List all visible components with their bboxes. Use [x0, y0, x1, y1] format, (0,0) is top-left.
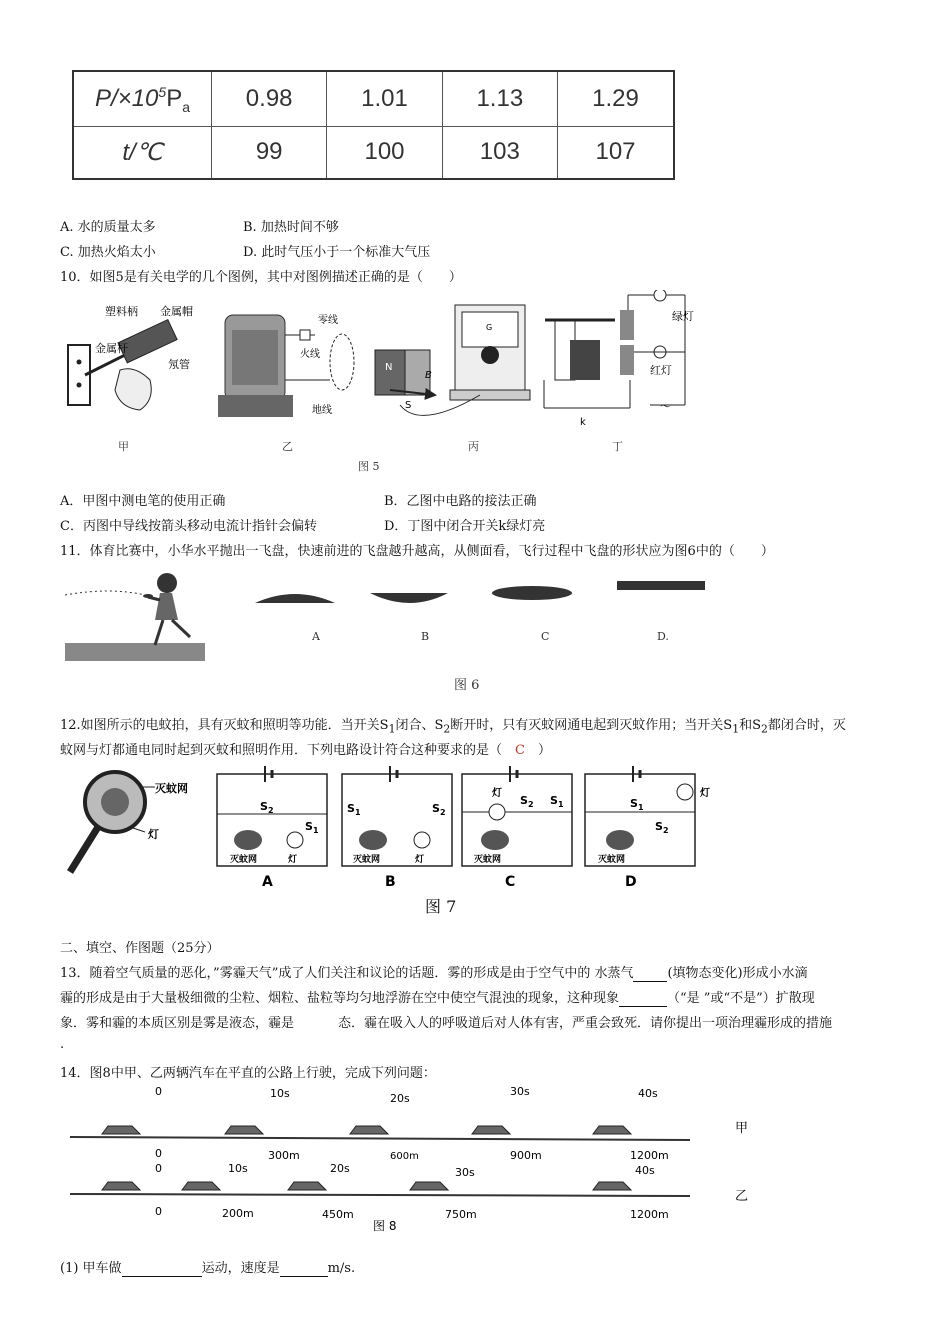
- blank-field[interactable]: [280, 1261, 328, 1277]
- svg-text:G: G: [486, 323, 493, 332]
- svg-text:1: 1: [558, 800, 564, 809]
- galvanometer-illustration: [375, 305, 530, 415]
- girl-throwing-illustration: [65, 573, 205, 661]
- svg-text:金属杆: 金属杆: [95, 342, 128, 355]
- q13-line4: .: [60, 1037, 65, 1052]
- svg-text:S: S: [550, 794, 558, 807]
- q14-sub1: (1) 甲车做 运动，速度是 m/s.: [60, 1261, 356, 1276]
- jia-dist-2: 600m: [390, 1151, 419, 1162]
- svg-text:灯: 灯: [288, 855, 298, 865]
- svg-text:k: k: [580, 417, 586, 428]
- yi-dist-4: 1200m: [630, 1208, 669, 1221]
- svg-text:～: ～: [660, 400, 671, 413]
- q12-choice-a: A: [262, 874, 273, 890]
- figure-5-caption: 图 5: [358, 460, 380, 473]
- q9-option-d: D. 此时气压小于一个标准大气压: [243, 245, 431, 260]
- figure-8: [60, 1082, 780, 1232]
- mosquito-racket-illustration: [70, 772, 188, 872]
- q13-line1: 13．随着空气质量的恶化，”雾霾天气”成了人们关注和议论的话题．雾的形成是由于空气中的 水蒸气 (填物态变化)形成小水滴: [60, 966, 808, 981]
- svg-text:红灯: 红灯: [650, 364, 672, 377]
- yi-dist-0: 0: [155, 1205, 162, 1218]
- jia-dist-1: 300m: [268, 1149, 300, 1162]
- svg-text:S: S: [305, 820, 313, 833]
- svg-text:灭蚊网: 灭蚊网: [598, 855, 626, 865]
- table-cell: 1.29: [557, 71, 674, 126]
- disc-shape-c: [492, 586, 572, 600]
- table-cell: 1.13: [442, 71, 557, 126]
- svg-text:火线: 火线: [300, 349, 320, 360]
- yi-label: 乙: [735, 1189, 749, 1204]
- section-2-heading: 二、填空、作图题（25分）: [60, 941, 220, 956]
- svg-text:氖管: 氖管: [168, 358, 190, 371]
- q12-stem-line1: 12.如图所示的电蚊拍，具有灭蚊和照明等功能．当开关$S_1$闭合、$S_2$断开时，只有灭蚊网通电起到灭蚊作用；当开关$S_1$和$S_2$都闭合时，灭: [60, 718, 846, 736]
- yi-time-4: 40s: [635, 1164, 655, 1177]
- jia-time-4: 40s: [638, 1087, 658, 1100]
- svg-text:塑料柄: 塑料柄: [105, 305, 138, 318]
- svg-text:S: S: [260, 800, 268, 813]
- blank-field[interactable]: [294, 1016, 338, 1031]
- table-cell: 103: [442, 126, 557, 179]
- q12-answer: C: [515, 743, 525, 758]
- svg-text:零线: 零线: [318, 315, 338, 326]
- circuit-c: [462, 766, 572, 866]
- q10-option-d: D．丁图中闭合开关k绿灯亮: [384, 519, 546, 534]
- q11-choice-a: A: [312, 630, 320, 643]
- q13-line3: 象．雾和霾的本质区别是雾是液态，霾是 态．霾在吸入人的呼吸道后对人体有害，严重会致死．请你提出一项治理霾形成的措施: [60, 1016, 833, 1031]
- panel-label-jia: 甲: [118, 440, 129, 453]
- svg-text:灭蚊网: 灭蚊网: [155, 782, 188, 795]
- svg-text:N: N: [385, 362, 393, 373]
- q12-stem-line2: 蚊网与灯都通电同时起到灭蚊和照明作用．下列电路设计符合这种要求的是（ C ）: [60, 743, 552, 758]
- yi-dist-3: 750m: [445, 1208, 477, 1221]
- q12-choice-c: C: [505, 874, 516, 890]
- svg-text:2: 2: [440, 808, 446, 817]
- blank-field[interactable]: [619, 991, 667, 1007]
- figure-6: [60, 565, 720, 665]
- jia-time-0: 0: [155, 1085, 162, 1098]
- disc-shape-a: [255, 594, 335, 603]
- jia-dist-3: 900m: [510, 1149, 542, 1162]
- svg-text:金属帽: 金属帽: [160, 305, 193, 318]
- svg-text:1: 1: [355, 808, 361, 817]
- q9-option-b: B. 加热时间不够: [243, 220, 339, 235]
- jia-label: 甲: [735, 1121, 749, 1136]
- disc-shape-d: [617, 581, 705, 590]
- q12-choice-d: D: [625, 874, 637, 890]
- svg-text:灭蚊网: 灭蚊网: [353, 855, 381, 865]
- q10-option-b: B．乙图中电路的接法正确: [384, 494, 537, 509]
- circuit-a: [217, 766, 327, 866]
- yi-time-1: 10s: [228, 1162, 248, 1175]
- jia-time-2: 20s: [390, 1092, 410, 1105]
- q10-option-c: C．丙图中导线按箭头移动电流计指针会偏转: [60, 519, 317, 534]
- temperature-header: t/℃: [73, 126, 212, 179]
- figure-6-caption: 图 6: [454, 678, 480, 693]
- figure-7-caption: 图 7: [425, 897, 457, 916]
- svg-text:灭蚊网: 灭蚊网: [474, 855, 502, 865]
- yi-time-3: 30s: [455, 1166, 475, 1179]
- blank-field[interactable]: [633, 966, 667, 982]
- svg-text:S: S: [347, 802, 355, 815]
- table-cell: 1.01: [327, 71, 442, 126]
- q11-choice-b: B: [421, 630, 430, 643]
- svg-text:S: S: [432, 802, 440, 815]
- yi-time-0: 0: [155, 1162, 162, 1175]
- jia-dist-0: 0: [155, 1147, 162, 1160]
- svg-text:S: S: [405, 400, 412, 411]
- table-row: [73, 71, 674, 126]
- svg-text:灯: 灯: [148, 828, 159, 841]
- figure-8-caption: 图 8: [373, 1219, 397, 1232]
- blank-field[interactable]: [122, 1261, 202, 1277]
- yi-time-2: 20s: [330, 1162, 350, 1175]
- table-cell: 107: [557, 126, 674, 179]
- svg-text:2: 2: [663, 826, 669, 835]
- pressure-temperature-table: [72, 70, 675, 180]
- svg-text:B: B: [425, 370, 432, 381]
- panel-label-ding: 丁: [612, 440, 623, 453]
- svg-text:灭蚊网: 灭蚊网: [230, 855, 258, 865]
- jia-time-1: 10s: [270, 1087, 290, 1100]
- jia-time-3: 30s: [510, 1085, 530, 1098]
- svg-text:S: S: [520, 794, 528, 807]
- q13-line2: 霾的形成是由于大量极细微的尘粒、烟粒、盐粒等均匀地浮游在空中使空气混浊的现象，这种现象 （“是 ”或“不是”）扩散现: [60, 991, 815, 1006]
- panel-label-bing: 丙: [468, 440, 479, 453]
- figure-7: [60, 762, 740, 897]
- table-cell: 99: [212, 126, 327, 179]
- svg-text:S: S: [630, 797, 638, 810]
- jia-dist-4: 1200m: [630, 1149, 669, 1162]
- circuit-d: [585, 766, 710, 866]
- disc-shape-b: [370, 593, 448, 603]
- q11-stem: 11．体育比赛中，小华水平抛出一飞盘，快速前进的飞盘越升越高，从侧面看，飞行过程中飞盘的形状应为图6中的（ ）: [60, 544, 774, 559]
- svg-text:2: 2: [528, 800, 534, 809]
- circuit-b: [342, 766, 452, 866]
- q10-option-a: A．甲图中测电笔的使用正确: [60, 494, 226, 509]
- svg-text:1: 1: [638, 803, 644, 812]
- table-row: [73, 126, 674, 179]
- svg-text:灯: 灯: [492, 788, 502, 799]
- svg-text:灯: 灯: [415, 855, 425, 865]
- q14-stem: 14．图8中甲、乙两辆汽车在平直的公路上行驶，完成下列问题：: [60, 1066, 436, 1081]
- test-pen-illustration: [68, 304, 193, 410]
- relay-circuit-illustration: [544, 290, 694, 428]
- svg-text:2: 2: [268, 806, 274, 815]
- yi-dist-1: 200m: [222, 1207, 254, 1220]
- pressure-header: $P/\times 10^5P_a$: [73, 71, 212, 126]
- q10-stem: 10．如图5是有关电学的几个图例，其中对图例描述正确的是（ ）: [60, 270, 462, 285]
- q9-option-a: A. 水的质量太多: [60, 220, 156, 235]
- q12-choice-b: B: [385, 874, 396, 890]
- appliance-illustration: [218, 313, 354, 417]
- svg-text:S: S: [655, 820, 663, 833]
- figure-5: [60, 290, 700, 460]
- q9-option-c: C. 加热火焰太小: [60, 245, 156, 260]
- table-cell: 100: [327, 126, 442, 179]
- yi-dist-2: 450m: [322, 1208, 354, 1221]
- svg-text:地线: 地线: [312, 405, 332, 416]
- table-cell: 0.98: [212, 71, 327, 126]
- q11-choice-d: D.: [657, 630, 669, 643]
- svg-text:绿灯: 绿灯: [672, 310, 694, 323]
- panel-label-yi: 乙: [282, 440, 293, 453]
- svg-text:1: 1: [313, 826, 319, 835]
- q11-choice-c: C: [541, 630, 550, 643]
- svg-text:灯: 灯: [700, 788, 710, 799]
